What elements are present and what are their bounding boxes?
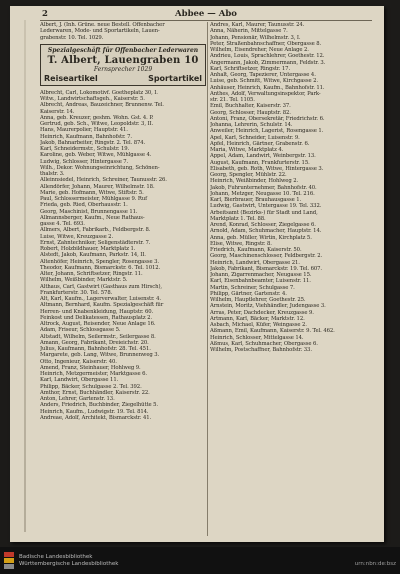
directory-entry: Karl, Landwirt, Obergasse 11. bbox=[40, 377, 119, 384]
left-top-entries bbox=[40, 22, 206, 41]
directory-entry: Lederwaren, Mode- und Sportartikeln, Lauen- bbox=[40, 28, 160, 35]
directory-entry: Elisabeth, geb. Roth, Witwe, Hintergasse 3. bbox=[210, 165, 324, 172]
ad-phone: Fernsprecher 1029 bbox=[93, 65, 153, 73]
directory-entry: Andres, Karl, Maurer, Taunusstr. 24. bbox=[210, 22, 305, 28]
directory-entry: Appel, Adam, Landwirt, Weinbergstr. 13. bbox=[210, 153, 316, 160]
directory-entry: Karl, Schneidermstr., Schulstr. 19. bbox=[40, 146, 130, 152]
directory-entry: Margarete, geb. Lang, Witwe, Brunnenweg 3. bbox=[40, 352, 160, 359]
directory-entry: Anna, Näherin, Mittelgasse 7. bbox=[210, 28, 288, 35]
directory-entry: Heinrich, Landwirt, Obergasse 21. bbox=[210, 259, 300, 266]
directory-entry: Aßmus, Karl, Schuhmacher, Obergasse 6. bbox=[210, 340, 318, 347]
directory-entry: Anna, geb. Kreuzer, geshm. Wohn. Gst. 4. P. bbox=[40, 114, 154, 121]
directory-entry: Allmers, Albert, Fabrikarb., Feldbergstr. 8. bbox=[40, 227, 151, 234]
footer-line-1: Badische Landesbibliothek bbox=[19, 554, 93, 560]
directory-entry: str. 21. Tel. 1105. bbox=[210, 97, 255, 103]
directory-entry: Karl, Bierbrauer, Brauhausgasse 1. bbox=[210, 197, 302, 203]
directory-entry: Andreae, Adolf, Architekt, Bismarckstr. 41. bbox=[40, 414, 152, 421]
ad-business-name: T. Albert, Lauengraben 10 bbox=[47, 54, 199, 66]
directory-entry: Alstedt, Jakob, Kaufmann, Parkstr. 14, II. bbox=[40, 252, 146, 259]
directory-entry: Anders, Friedrich, Buchbinder, Ziegelhütte 5. bbox=[40, 402, 158, 409]
directory-entry: Georg, Schlosser, Hauptstr. 82. bbox=[210, 109, 291, 116]
directory-entry: Amann, Georg, Fabrikant, Dreieichstr. 20. bbox=[40, 339, 149, 346]
directory-entry: August, Kaufmann, Frankfurterstr. 15. bbox=[210, 159, 310, 166]
directory-entry: Allendörfer, Johann, Maurer, Wilhelmstr. 18. bbox=[40, 183, 155, 190]
directory-entry: Friedrich, Kaufmann, Kaiserstr. 50. bbox=[210, 247, 302, 253]
directory-entry: Maria, Witwe, Marktplatz 4. bbox=[210, 147, 284, 153]
directory-entry: Arend, Konrad, Schlosser, Ziegelgasse 6. bbox=[210, 222, 316, 228]
directory-entry: Anna, geb. Müller, Wirtin, Kirchplatz 5. bbox=[210, 234, 312, 241]
directory-entry: Feinkost und Delikatessen, Rathausplatz 2. bbox=[40, 314, 152, 321]
directory-entry: Gertrud, geb. Sch., Witwe, Leopoldstr. 3, II. bbox=[40, 121, 154, 127]
directory-entry: Anthes, Adolf, Verwaltungsinspektor, Park- bbox=[210, 90, 321, 97]
directory-entry: Herren- und Knabenkleidung, Hauptstr. 60. bbox=[40, 308, 154, 315]
directory-entry: Otto, Ingenieur, Kaiserstr. 40. bbox=[40, 358, 117, 365]
directory-entry: Luise, geb. Schmitt, Witwe, Kirchgasse 2. bbox=[210, 78, 319, 85]
directory-entry: thalstr. 3. bbox=[40, 171, 65, 177]
directory-entry: Alt, Karl, Kaufm., Lagerverwalter, Luisenstr. 4. bbox=[40, 296, 161, 302]
directory-entry: Marktplatz 1. Tel. 88. bbox=[210, 215, 266, 222]
directory-entry: Heinrich, Schlosser, Mittelgasse 14. bbox=[210, 334, 304, 341]
directory-entry: grabenstr. 10. Tel. 1029. bbox=[40, 34, 104, 41]
directory-entry: Albert, J. (Inh. Grüne. neue Bestell. Offenbacher bbox=[40, 22, 165, 28]
directory-entry: Philipp, Gärtner, Gartenstr. 4. bbox=[210, 290, 287, 297]
logo-bar-grey bbox=[4, 564, 14, 569]
directory-entry: Elise, Witwe, Ringstr. 8. bbox=[210, 240, 272, 247]
directory-entry: Apel, Karl, Schneider, Luisenstr. 9. bbox=[210, 134, 300, 141]
directory-entry: Georg, Maschinenschlosser, Feldbergstr. 2. bbox=[210, 253, 323, 260]
directory-entry: Adam, Friseur, Schlossgasse 5. bbox=[40, 327, 121, 334]
ad-tagline: Spezialgeschäft für Offenbacher Lederwaren bbox=[47, 46, 199, 54]
directory-entry: gasse 4. Tel. 693. bbox=[40, 221, 85, 227]
directory-entry: Jakob, Bahnarbeiter, Ringstr. 2. Tel. 874. bbox=[40, 139, 146, 146]
directory-entry: Albrecht, Andreas, Bauzeichner, Brunnenw. Tel. bbox=[40, 102, 164, 109]
directory-entry: Andrieu, Louis, Sprachlehrer, Goethestr. 12. bbox=[210, 53, 325, 60]
directory-entry: Jakob, Fuhrunternehmer, Bahnhofstr. 40. bbox=[210, 184, 317, 191]
directory-entry: Wilhelm, Postschaffner, Bahnhofstr. 33. bbox=[210, 347, 312, 353]
directory-entry: Johann, Metzger, Neugasse 10. Tel. 216. bbox=[210, 190, 315, 197]
page-gutter bbox=[24, 20, 26, 532]
directory-entry: Wilhelm, Eisendreher, Neue Anlage 2. bbox=[210, 47, 309, 53]
directory-entry: Karl, Schriftsetzer, Ringstr. 17. bbox=[210, 65, 291, 72]
page-header bbox=[40, 9, 372, 21]
directory-entry: Witw., Landwirtschaftsgeh., Kaiserstr. 5. bbox=[40, 96, 145, 102]
directory-entry: Martin, Schreiner, Schulgasse 7. bbox=[210, 284, 295, 291]
directory-entry: Antoni, Franz, Obersekretär, Friedrichstr. 6. bbox=[210, 115, 325, 122]
directory-entry: Altmann, Bernhard, Kaufm. Spezialgeschäft für bbox=[40, 302, 164, 309]
directory-entry: Georg, Spengler, Mühlstr. 22. bbox=[210, 172, 287, 178]
directory-entry: Theodor, Kaufmann, Bismarckstr. 6. Tel. 1012. bbox=[40, 264, 161, 271]
logo-bar-red bbox=[4, 552, 14, 557]
directory-entry: Julius, Kaufmann, Bahnhofstr. 28. Tel. 451. bbox=[40, 346, 151, 352]
ad-categories bbox=[44, 74, 202, 83]
directory-entry: Anhalt, Georg, Tapezierer, Untergasse 4. bbox=[210, 72, 316, 78]
directory-entry: Philipp, Bäcker, Schulgasse 2. Tel. 392. bbox=[40, 383, 142, 390]
directory-entry: Althaus, Carl, Gastwirt (Gasthaus zum Hirsch), bbox=[40, 283, 163, 290]
directory-entry: Jakob, Fabrikant, Bismarckstr. 19. Tel. 607. bbox=[210, 265, 322, 272]
directory-entry: Allmannsberger, Kaufm., Neue Rathaus- bbox=[40, 214, 145, 221]
directory-entry: Paul, Schlossermeister, Mühlgasse 9. Ruf bbox=[40, 196, 147, 202]
footer-url: urn:nbn:de:bsz bbox=[354, 561, 396, 567]
ad-category-left: Reiseartikel bbox=[44, 73, 98, 83]
directory-entry: Wilhelm, Hauptlehrer, Goethestr. 25. bbox=[210, 297, 306, 303]
directory-entry: Frankfurterstr. 30. Tel. 578. bbox=[40, 289, 113, 296]
right-entries bbox=[210, 22, 376, 353]
directory-entry: Arras, Peter, Dachdecker, Kreuzgasse 9. bbox=[210, 309, 314, 316]
directory-entry: Kaiserstr. 14. bbox=[40, 108, 75, 115]
directory-entry: Emil, Buchhalter, Kaiserstr. 37. bbox=[210, 103, 291, 110]
directory-entry: Apfel, Heinrich, Gärtner, Grabenstr. 6. bbox=[210, 140, 310, 147]
directory-entry: Ludwig, Gastwirt, Untergasse 19. Tel. 332. bbox=[210, 203, 322, 210]
directory-entry: Hans, Maurerpolier, Hauptstr. 41. bbox=[40, 127, 128, 134]
directory-entry: Robert, Holzbildhauer, Marktplatz 1. bbox=[40, 246, 136, 252]
directory-entry: Heinrich, Metzgermeister, Marktgasse 6. bbox=[40, 371, 147, 377]
directory-entry: Asbach, Michael, Küfer, Weingasse 2. bbox=[210, 322, 307, 328]
directory-entry: Georg, Maschinist, Brunnengasse 11. bbox=[40, 208, 138, 215]
left-column bbox=[40, 22, 206, 538]
directory-entry: Marie, geb. Hofmann, Witwe, Stiftstr. 5. bbox=[40, 189, 144, 196]
directory-entry: Alleinnsiedel, Heinrich, Schreiner, Taunusstr. 26. bbox=[40, 177, 167, 184]
directory-entry: Luise, Witwe, Kreuzgasse 2. bbox=[40, 233, 114, 240]
directory-entry: Anton, Lehrer, Gartenstr. 13. bbox=[40, 396, 115, 402]
footer-line-2: Württembergische Landesbibliothek bbox=[19, 561, 119, 567]
directory-entry: Arbeitsamt (Bezirks-) für Stadt und Land, bbox=[210, 209, 318, 216]
directory-entry: Angermann, Jakob, Zimmermann, Feldstr. 3. bbox=[210, 59, 326, 66]
page-number: 2 bbox=[42, 9, 48, 19]
directory-entry: Heinrich, Weißbinder, Hohlweg 2. bbox=[210, 178, 299, 185]
directory-entry: Altstadt, Wilhelm, Seilermstr., Seilergasse 8. bbox=[40, 333, 156, 340]
ad-category-right: Sportartikel bbox=[148, 73, 202, 83]
logo-bar-yellow bbox=[4, 558, 14, 563]
advertisement-box bbox=[40, 44, 206, 86]
directory-entry: Johann, Zigarrenmacher, Neugasse 15. bbox=[210, 272, 312, 278]
running-head: Abbee — Abo bbox=[175, 9, 237, 19]
library-footer bbox=[0, 547, 400, 574]
directory-entry: Altenhöfer, Heinrich, Spengler, Rosengasse 3. bbox=[40, 258, 159, 265]
directory-page bbox=[10, 6, 384, 542]
directory-entry: Frieda, geb. Ried, Oberhausstr. 1. bbox=[40, 202, 128, 209]
directory-entry: Karoline, geb. Weber, Witwe, Mühlgasse 4. bbox=[40, 152, 152, 159]
column-divider bbox=[207, 22, 208, 536]
directory-entry: Ludwig, Schlosser, Hintergasse 7. bbox=[40, 158, 129, 165]
directory-entry: Karl, Eisenbahnbeamter, Luisenstr. 11. bbox=[210, 278, 311, 285]
directory-entry: Heinrich, Kaufm., Ludwigstr. 19. Tel. 814. bbox=[40, 408, 149, 415]
directory-entry: Altrock, August, Reisender, Neue Anlage 16. bbox=[40, 321, 156, 327]
directory-entry: Amthor, Ernst, Buchhändler, Kaiserstr. 22. bbox=[40, 389, 150, 396]
directory-entry: Johann, Pensionär, Wilhelmstr. 3, I. bbox=[210, 34, 301, 41]
directory-entry: Johanna, Lehrerin, Schulstr. 14. bbox=[210, 122, 293, 128]
directory-entry: Amend, Franz, Steinhauer, Hohlweg 9. bbox=[40, 364, 141, 371]
directory-entry: Alter, Johann, Schriftsetzer, Ringstr. 11. bbox=[40, 271, 143, 277]
directory-entry: Aßmann, Emil, Kaufmann, Kaiserstr. 9. Tel. 462. bbox=[210, 328, 335, 335]
directory-entry: Ernst, Zahntechniker, Seligenstädterstr. 7. bbox=[40, 239, 151, 246]
directory-entry: Artmann, Karl, Bäcker, Marktstr. 12. bbox=[210, 315, 305, 322]
right-column bbox=[210, 22, 376, 538]
directory-entry: Arnold, Adam, Schuhmacher, Hauptstr. 14. bbox=[210, 228, 322, 235]
directory-entry: Wilh., Dekor. Wohnungseinrichtung, Schönen- bbox=[40, 164, 160, 171]
directory-entry: Wilhelm, Weißbinder, Marktstr. 5. bbox=[40, 277, 128, 284]
directory-entry: Arnstein, Moritz, Viehhändler, Judengasse 3. bbox=[210, 303, 326, 310]
directory-entry: Anweiler, Heinrich, Lagerist, Rosengasse 1. bbox=[210, 128, 324, 135]
left-entries bbox=[40, 90, 206, 421]
directory-entry: Peter, Straßenbahnschaffner, Obergasse 8. bbox=[210, 40, 322, 47]
directory-entry: Anhäuser, Heinrich, Kaufm., Bahnhofstr. 11. bbox=[210, 84, 325, 91]
directory-entry: Heinrich, Kaufmann, Bahnhofstr. 7. bbox=[40, 133, 132, 140]
library-logo-icon bbox=[4, 552, 14, 569]
directory-entry: Albrecht, Carl, Lokomotivf. Goetheplatz 30, I. bbox=[40, 89, 158, 96]
